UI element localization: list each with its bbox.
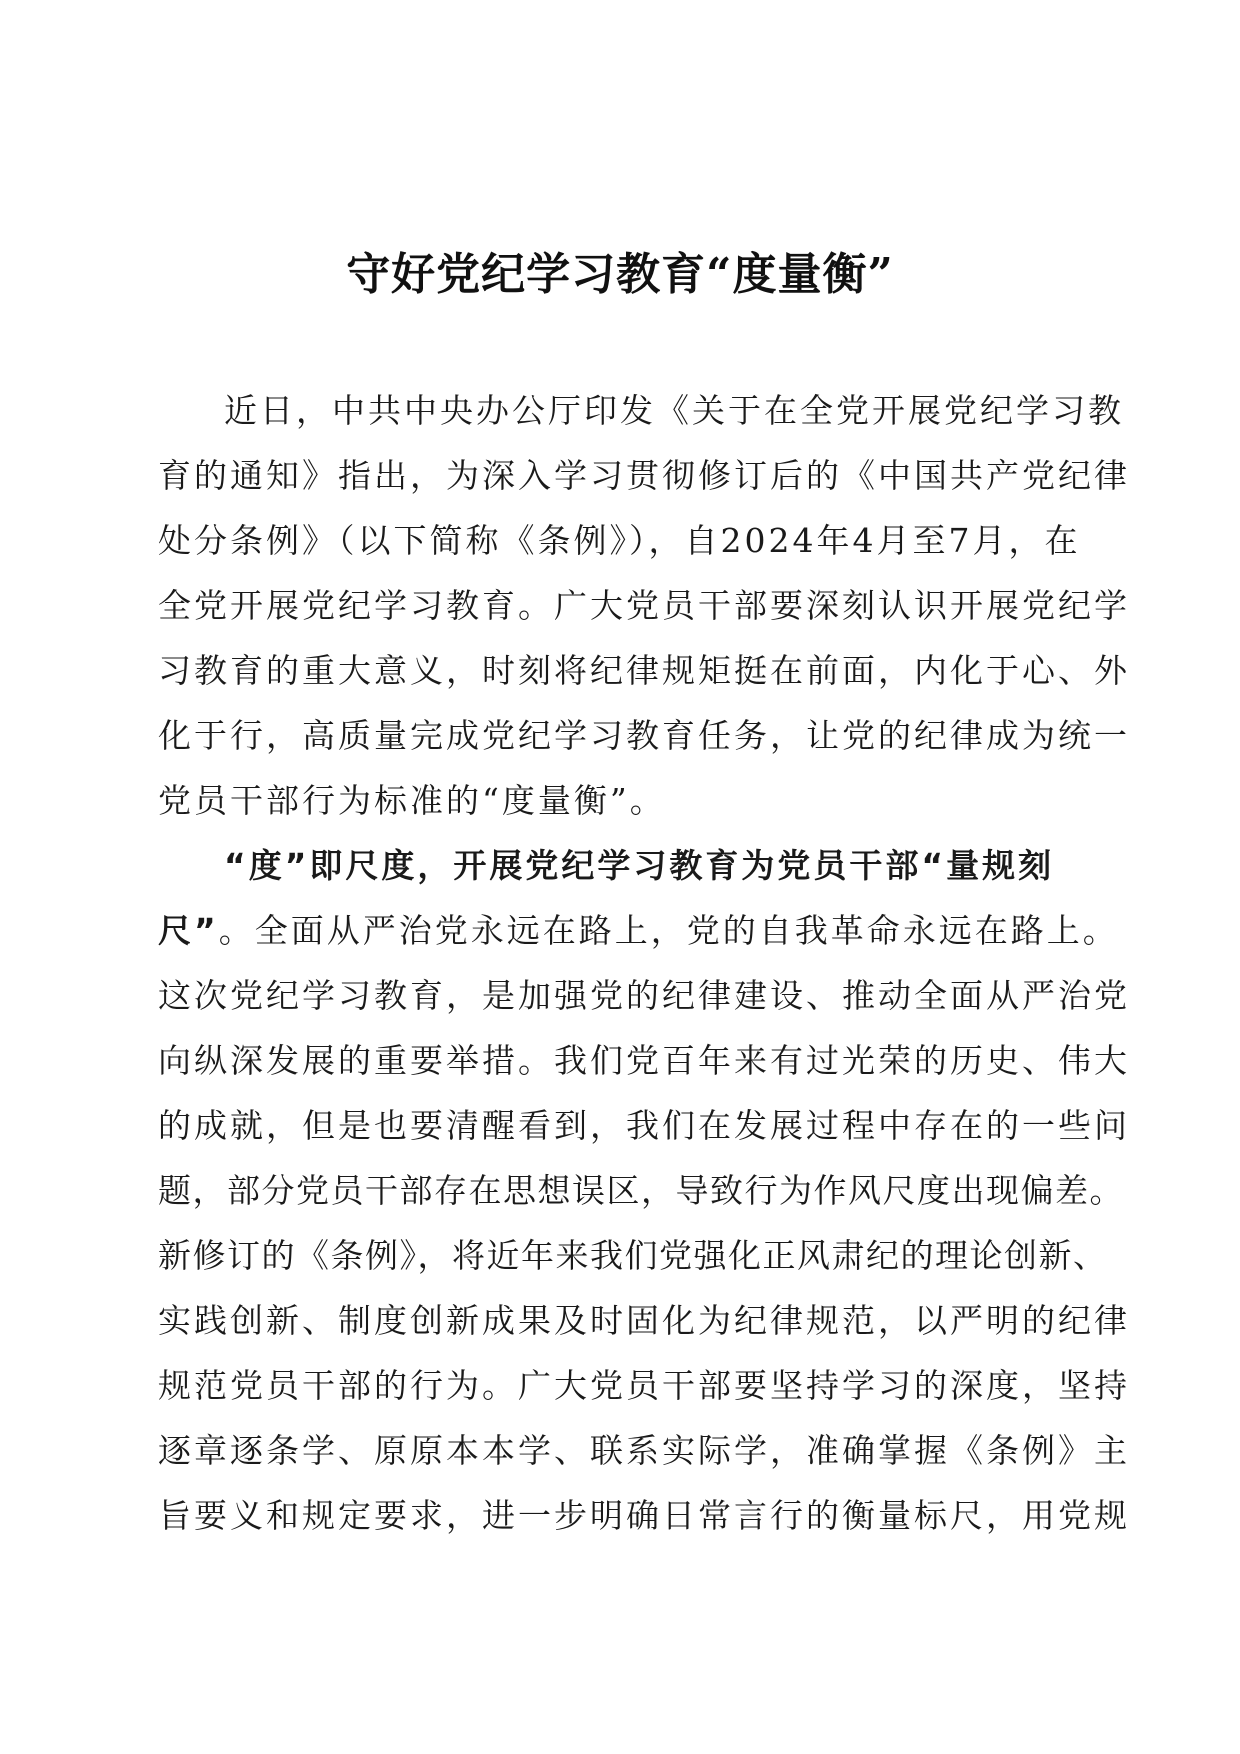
text-line: 育的通知》指出，为深入学习贯彻修订后的《中国共产党纪律	[158, 456, 1130, 495]
document-title: 守好党纪学习教育“度量衡”	[346, 249, 894, 300]
text-line: 这次党纪学习教育，是加强党的纪律建设、推动全面从严治党	[158, 976, 1130, 1015]
text-line: 党员干部行为标准的“度量衡”。	[158, 781, 666, 820]
text-line: 新修订的《条例》，将近年来我们党强化正风肃纪的理论创新、	[158, 1236, 1108, 1275]
text-line: 逐章逐条学、原原本本学、联系实际学，准确掌握《条例》主	[158, 1431, 1130, 1470]
lead-fragment: 尺”	[158, 911, 219, 950]
text-line-lead: “度”即尺度，开展党纪学习教育为党员干部“量规刻	[224, 846, 1055, 885]
text-line: 化于行，高质量完成党纪学习教育任务，让党的纪律成为统一	[158, 716, 1130, 755]
text-line: 规范党员干部的行为。广大党员干部要坚持学习的深度，坚持	[158, 1366, 1130, 1405]
text-line: 向纵深发展的重要举措。我们党百年来有过光荣的历史、伟大	[158, 1041, 1130, 1080]
text-fragment: 。全面从严治党永远在路上，党的自我革命永远在路上。	[218, 911, 1119, 950]
text-line-mixed	[158, 898, 1119, 963]
text-line: 习教育的重大意义，时刻将纪律规矩挺在前面，内化于心、外	[158, 651, 1130, 690]
text-line: 处分条例》（以下简称《条例》），自2024年4月至7月，在	[158, 521, 1081, 560]
paragraph-1	[158, 378, 1130, 833]
text-line: 旨要义和规定要求，进一步明确日常言行的衡量标尺，用党规	[158, 1496, 1130, 1535]
text-line: 的成就，但是也要清醒看到，我们在发展过程中存在的一些问	[158, 1106, 1130, 1145]
text-line: 题，部分党员干部存在思想误区，导致行为作风尺度出现偏差。	[158, 1171, 1124, 1210]
text-line: 实践创新、制度创新成果及时固化为纪律规范，以严明的纪律	[158, 1301, 1130, 1340]
document-body	[158, 378, 1130, 1548]
text-line: 近日，中共中央办公厅印发《关于在全党开展党纪学习教	[224, 391, 1124, 430]
text-line: 全党开展党纪学习教育。广大党员干部要深刻认识开展党纪学	[158, 586, 1130, 625]
paragraph-2	[158, 833, 1130, 1548]
